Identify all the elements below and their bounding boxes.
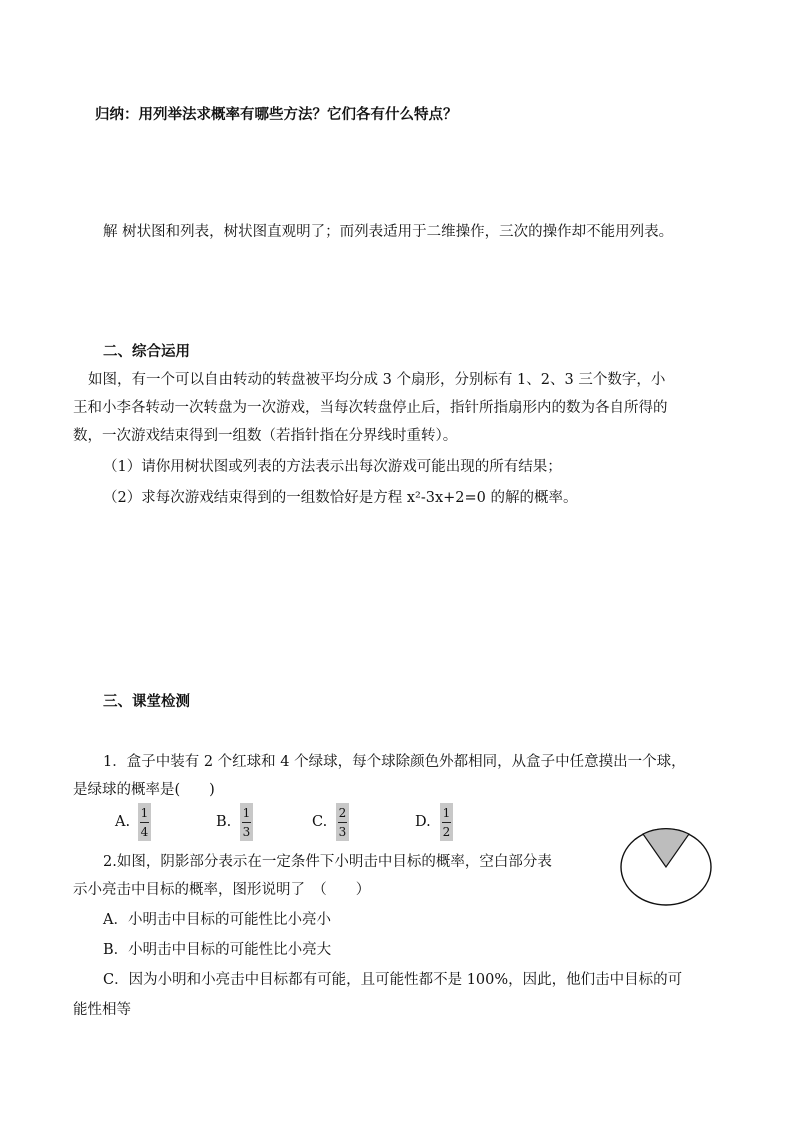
section3-heading: 三、课堂检测 — [103, 693, 190, 710]
fraction-bar — [442, 822, 451, 823]
section2-line-1: 如图，有一个可以自由转动的转盘被平均分成 3 个扇形，分别标有 1、2、3 三个数字，小 — [88, 372, 666, 388]
q2-line-2: 示小亮击中目标的概率，图形说明了 （ ） — [73, 882, 371, 898]
fraction-denominator: 3 — [242, 824, 251, 839]
q1-option-a-label: A. — [115, 814, 131, 830]
q1-option-d-fraction — [440, 803, 453, 841]
fraction-denominator: 2 — [442, 824, 451, 839]
q2-option-b: B．小明击中目标的可能性比小亮大 — [103, 942, 332, 958]
section2-subq-1: （1）请你用树状图或列表的方法表示出每次游戏可能出现的所有结果； — [103, 459, 562, 475]
q2-line-1: 2.如图，阴影部分表示在一定条件下小明击中目标的概率，空白部分表 — [103, 854, 552, 870]
fraction-bar — [140, 822, 149, 823]
summary-answer: 解 树状图和列表，树状图直观明了；而列表适用于二维操作，三次的操作却不能用列表。 — [103, 224, 674, 240]
q1-line-2: 是绿球的概率是( ) — [73, 782, 215, 798]
q1-option-c-fraction — [336, 803, 349, 841]
section2-line-2: 王和小李各转动一次转盘为一次游戏，当每次转盘停止后，指针所指扇形内的数为各自所得的 — [73, 400, 668, 416]
q1-option-b-fraction — [240, 803, 253, 841]
q2-option-c-line-1: C．因为小明和小亮击中目标都有可能，且可能性都不是 100%，因此，他们击中目标的可 — [103, 972, 683, 988]
fraction-bar — [242, 822, 251, 823]
q2-option-a: A．小明击中目标的可能性比小亮小 — [103, 912, 331, 928]
q1-line-1: 1．盒子中装有 2 个红球和 4 个绿球，每个球除颜色外都相同，从盒子中任意摸出一个球， — [103, 754, 686, 770]
section2-subq-2: （2）求每次游戏结束得到的一组数恰好是方程 x²-3x+2=0 的解的概率。 — [103, 490, 578, 506]
fraction-denominator: 4 — [140, 824, 149, 839]
q1-option-c-label: C. — [312, 814, 328, 830]
fraction-denominator: 3 — [338, 824, 347, 839]
target-circle-figure — [618, 826, 714, 908]
q2-option-c-line-2: 能性相等 — [73, 1002, 131, 1018]
section2-heading: 二、综合运用 — [103, 343, 190, 360]
fraction-numerator: 1 — [242, 805, 251, 820]
fraction-numerator: 1 — [442, 805, 451, 820]
q1-option-b-label: B. — [216, 814, 232, 830]
fraction-numerator: 1 — [140, 805, 149, 820]
q1-option-a-fraction — [138, 803, 151, 841]
summary-question: 归纳：用列举法求概率有哪些方法？它们各有什么特点？ — [95, 106, 458, 123]
q1-option-d-label: D. — [415, 814, 431, 830]
fraction-bar — [338, 822, 347, 823]
section2-line-3: 数，一次游戏结束得到一组数（若指针指在分界线时重转）。 — [73, 428, 458, 444]
fraction-numerator: 2 — [338, 805, 347, 820]
